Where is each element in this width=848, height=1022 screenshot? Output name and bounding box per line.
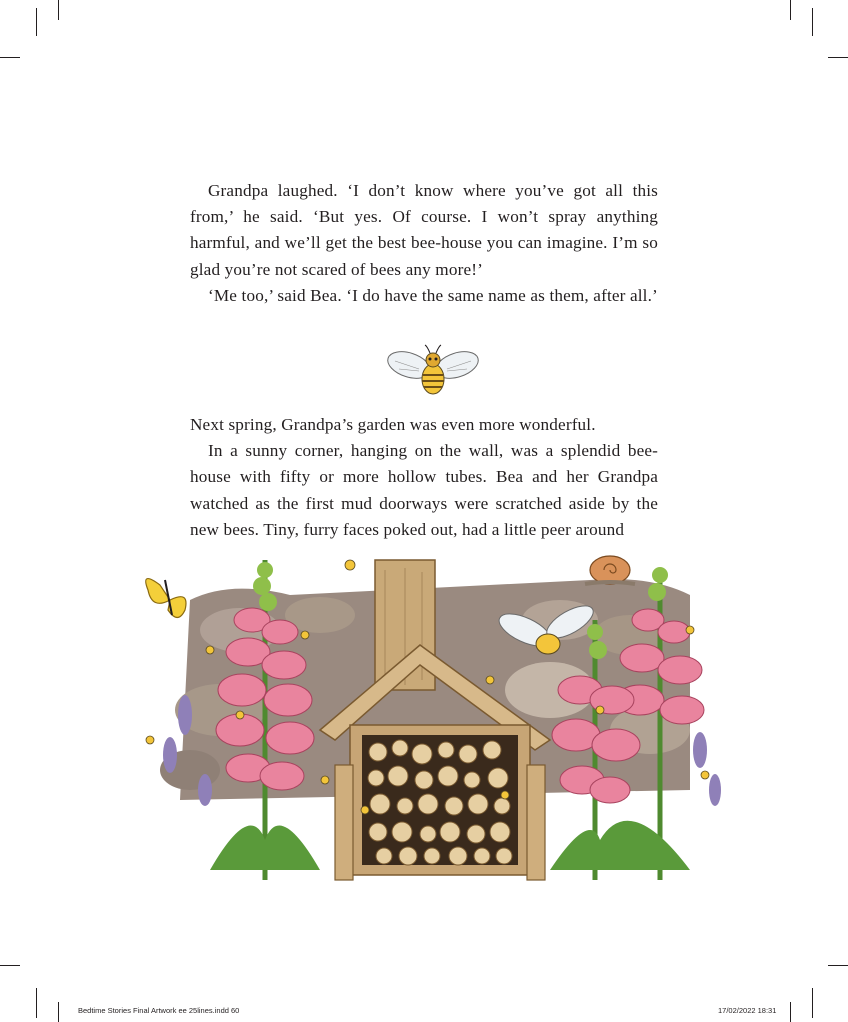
crop-mark [828, 57, 848, 58]
file-slug: Bedtime Stories Final Artwork ee 25lines.indd 60 [78, 1006, 240, 1015]
paragraph: Next spring, Grandpa’s garden was even more wonderful. [190, 415, 596, 434]
story-text-top [190, 178, 658, 309]
date-slug: 17/02/2022 18:31 [718, 1006, 777, 1015]
story-text-bottom [190, 412, 658, 543]
crop-mark [0, 57, 20, 58]
crop-mark [828, 965, 848, 966]
paragraph: ‘Me too,’ said Bea. ‘I do have the same name as them, after all.’ [208, 285, 658, 305]
paragraph: In a sunny corner, hanging on the wall, was a splendid bee-house with fifty or more hollow tubes. Bea and her Grandpa watched as the first mud doorways were scratched aside by the new bees. Tiny, furry faces poked out, had a little peer around [190, 441, 658, 539]
crop-mark [0, 965, 20, 966]
crop-mark [36, 8, 37, 36]
paragraph: Grandpa laughed. ‘I don’t know where you’ve got all this from,’ he said. ‘But yes. Of course. I won’t spray anything harmful, and we’ll get the best bee-house you can imagine. I’m so glad you’re not scared of bees any more!’ [190, 181, 658, 279]
crop-mark [36, 988, 37, 1018]
crop-mark [58, 1002, 59, 1022]
garden-illustration [130, 540, 730, 900]
crop-mark [812, 8, 813, 36]
crop-mark [58, 0, 59, 20]
crop-mark [790, 0, 791, 20]
crop-mark [812, 988, 813, 1018]
bee-icon [385, 343, 481, 401]
crop-mark [790, 1002, 791, 1022]
butterfly-icon [146, 579, 186, 618]
